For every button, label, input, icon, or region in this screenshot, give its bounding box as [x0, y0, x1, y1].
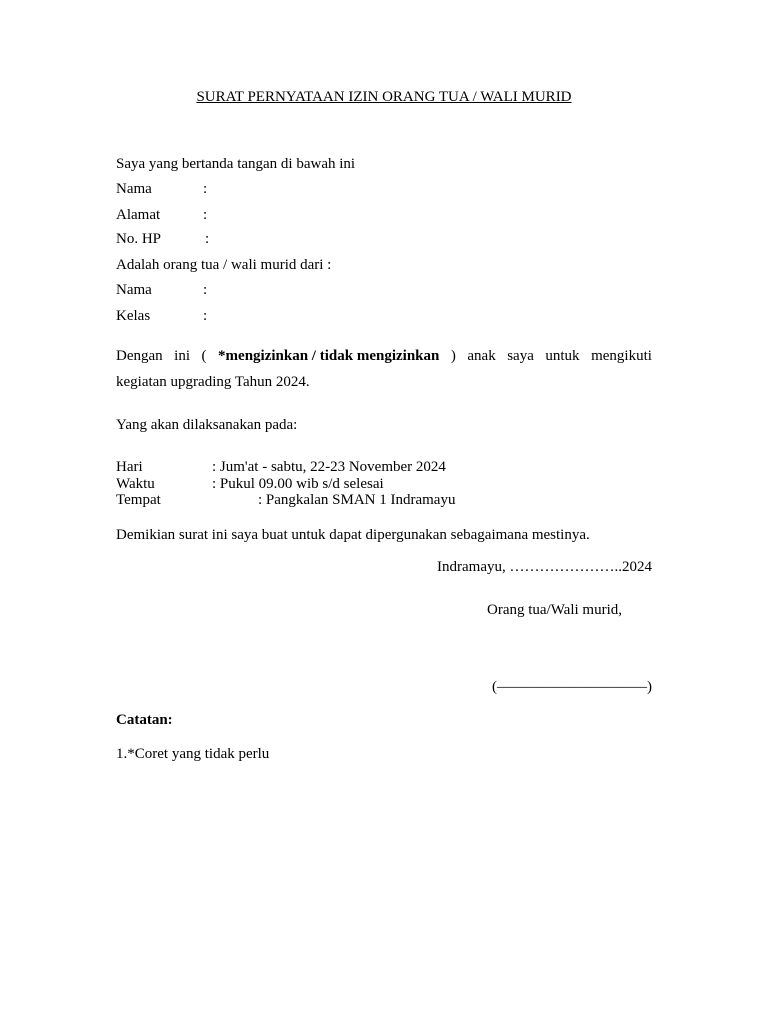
schedule-intro-text: Yang akan dilaksanakan pada:	[116, 417, 298, 433]
parent-phone-colon: :	[205, 231, 210, 247]
parent-address-colon: :	[203, 207, 208, 223]
signer-title: Orang tua/Wali murid,	[487, 602, 623, 618]
schedule-time-value: : Pukul 09.00 wib s/d selesai	[212, 476, 384, 492]
parent-name-label: Nama	[116, 181, 152, 197]
child-class-label: Kelas	[116, 308, 151, 324]
signature-line: (——————————)	[492, 679, 652, 695]
schedule-time-label: Waktu	[116, 476, 155, 492]
document-title: SURAT PERNYATAAN IZIN ORANG TUA / WALI MURID	[196, 89, 572, 105]
place-date: Indramayu, …………………..2024	[437, 559, 652, 575]
consent-word: ini	[174, 348, 191, 364]
parent-phone-label: No. HP	[116, 231, 162, 247]
consent-word: (	[201, 348, 207, 364]
consent-line-1	[116, 347, 652, 365]
closing-text: Demikian surat ini saya buat untuk dapat dipergunakan sebagaimana mestinya.	[116, 527, 590, 543]
schedule-place-label: Tempat	[116, 492, 161, 508]
parent-name-colon: :	[203, 181, 208, 197]
child-name-label: Nama	[116, 282, 152, 298]
consent-word: untuk	[545, 348, 580, 364]
intro-text: Saya yang bertanda tangan di bawah ini	[116, 156, 356, 172]
notes-title	[116, 711, 173, 729]
parent-address-label: Alamat	[116, 207, 161, 223]
child-name-colon: :	[203, 282, 208, 298]
child-class-colon: :	[203, 308, 208, 324]
consent-word: mengikuti	[591, 348, 652, 364]
schedule-day-label: Hari	[116, 459, 143, 475]
schedule-place-value: : Pangkalan SMAN 1 Indramayu	[258, 492, 456, 508]
consent-word: )	[450, 348, 456, 364]
consent-word: anak	[467, 348, 496, 364]
consent-word: Dengan	[116, 348, 163, 364]
schedule-day-value: : Jum'at - sabtu, 22-23 November 2024	[212, 459, 446, 475]
consent-line-2: kegiatan upgrading Tahun 2024.	[116, 374, 310, 390]
child-intro-text: Adalah orang tua / wali murid dari :	[116, 257, 332, 273]
note-item-1: 1.*Coret yang tidak perlu	[116, 746, 270, 762]
consent-option-text: *mengizinkan / tidak mengizinkan	[218, 348, 440, 364]
notes-title-text: Catatan:	[116, 712, 173, 728]
consent-word: saya	[507, 348, 534, 364]
